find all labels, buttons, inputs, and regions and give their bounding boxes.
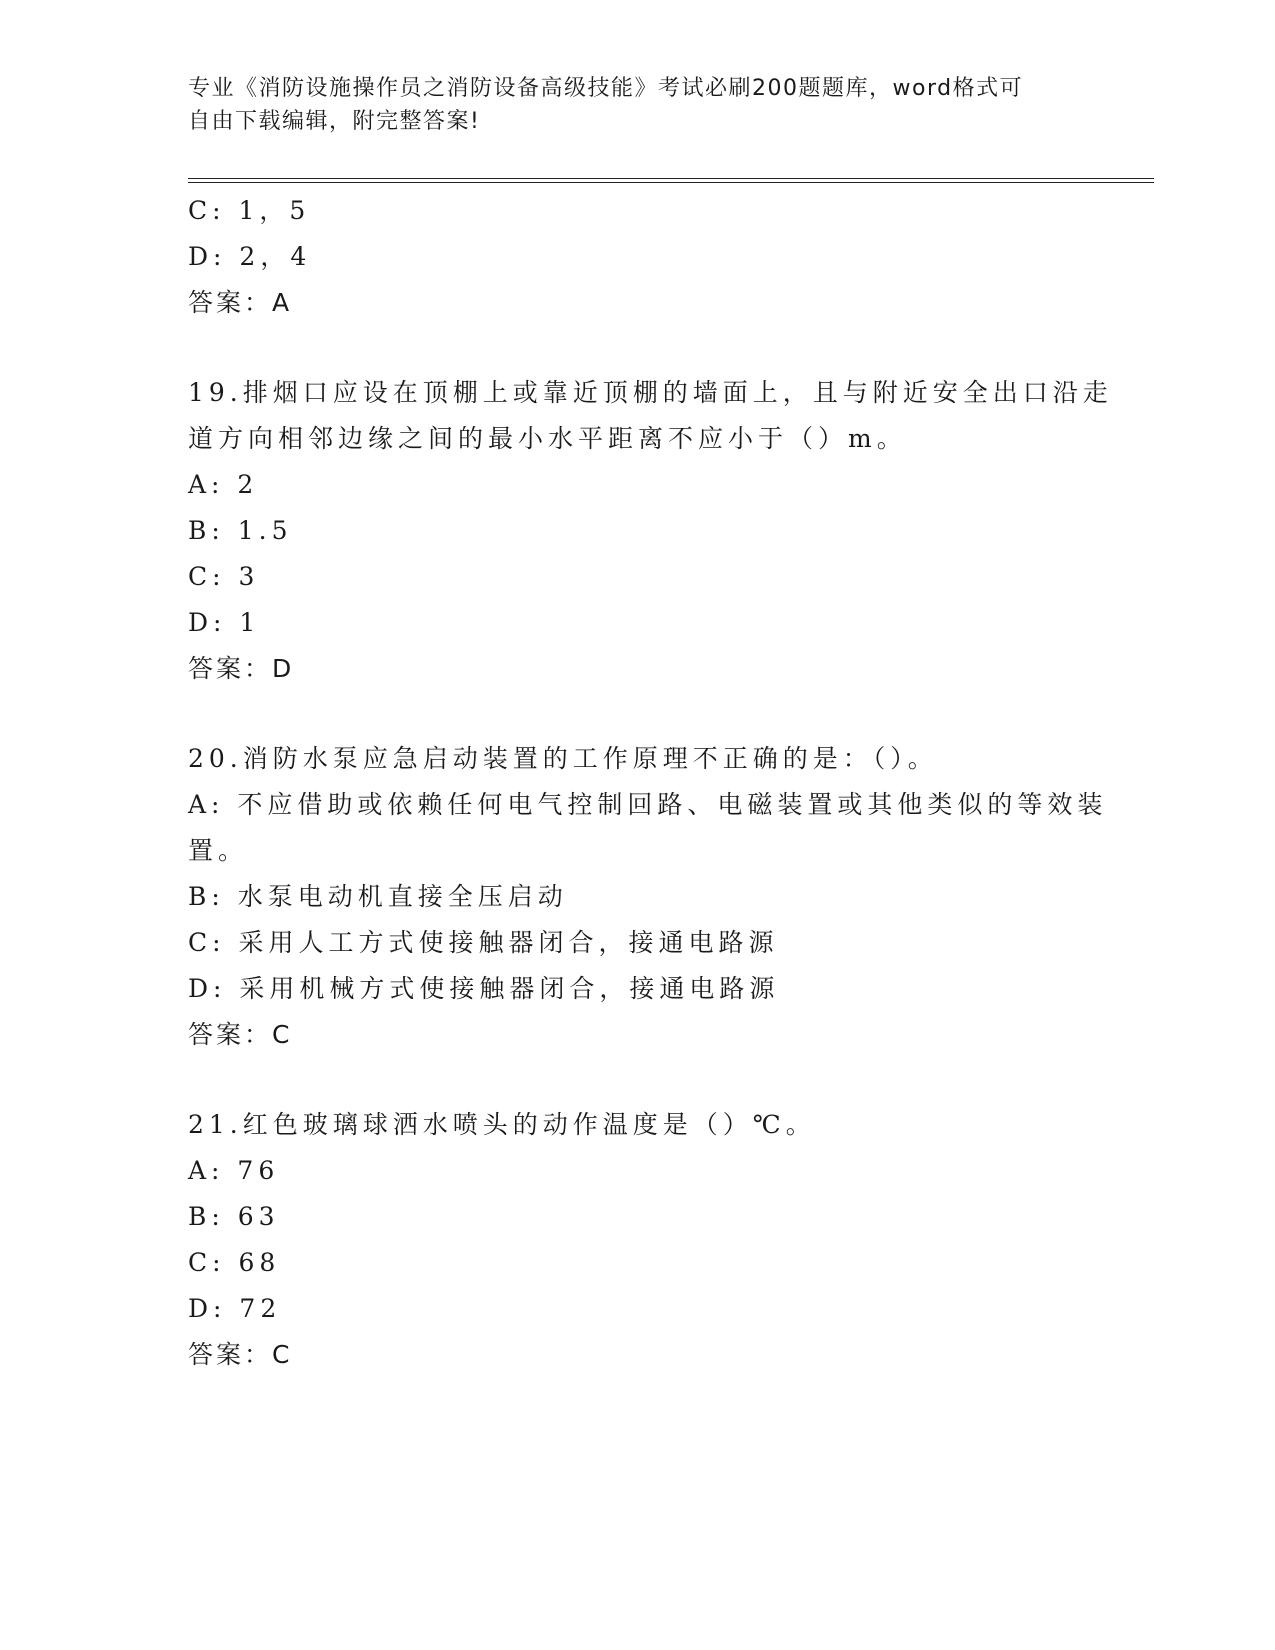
question-stem-line-2: 道方向相邻边缘之间的最小水平距离不应小于（）m。	[188, 424, 907, 453]
option-a-line-2: 置。	[188, 836, 249, 865]
option-d: D: 1	[188, 608, 261, 637]
question-list	[188, 188, 1113, 1378]
option-d: D: 采用机械方式使接触器闭合，接通电路源	[188, 974, 780, 1003]
question-stem: 20.消防水泵应急启动装置的工作原理不正确的是：（）。	[188, 744, 938, 773]
option-a-line-1: A: 不应借助或依赖任何电气控制回路、电磁装置或其他类似的等效装	[188, 790, 1108, 819]
option-b: B: 水泵电动机直接全压启动	[188, 882, 568, 911]
spacer	[188, 326, 1088, 370]
option-c: C: 1，5	[188, 196, 311, 225]
option-d: D: 72	[188, 1294, 282, 1323]
option-a: A: 2	[188, 470, 259, 499]
question-21	[188, 1102, 1088, 1378]
option-c: C: 68	[188, 1248, 281, 1277]
header-title-line-1: 专业《消防设施操作员之消防设备高级技能》考试必刷200题题库，word格式可	[188, 76, 1024, 101]
spacer	[188, 1058, 1088, 1102]
option-b: B: 63	[188, 1202, 280, 1231]
answer: 答案：C	[188, 1340, 293, 1369]
question-19	[188, 370, 1113, 692]
option-d: D: 2，4	[188, 242, 312, 271]
question-stem: 21.红色玻璃球洒水喷头的动作温度是（）℃。	[188, 1110, 816, 1139]
option-b: B: 1.5	[188, 516, 293, 545]
header-title-line-2: 自由下载编辑，附完整答案!	[188, 109, 481, 134]
question-20	[188, 736, 1108, 1058]
question-18-tail	[188, 188, 1088, 326]
answer: 答案：D	[188, 654, 295, 683]
option-a: A: 76	[188, 1156, 280, 1185]
answer: 答案：C	[188, 1020, 293, 1049]
page-header	[188, 72, 1088, 138]
option-c: C: 采用人工方式使接触器闭合，接通电路源	[188, 928, 779, 957]
answer: 答案：A	[188, 288, 293, 317]
question-stem-line-1: 19.排烟口应设在顶棚上或靠近顶棚的墙面上，且与附近安全出口沿走	[188, 378, 1113, 407]
option-c: C: 3	[188, 562, 260, 591]
spacer	[188, 692, 1088, 736]
header-divider	[188, 178, 1154, 183]
